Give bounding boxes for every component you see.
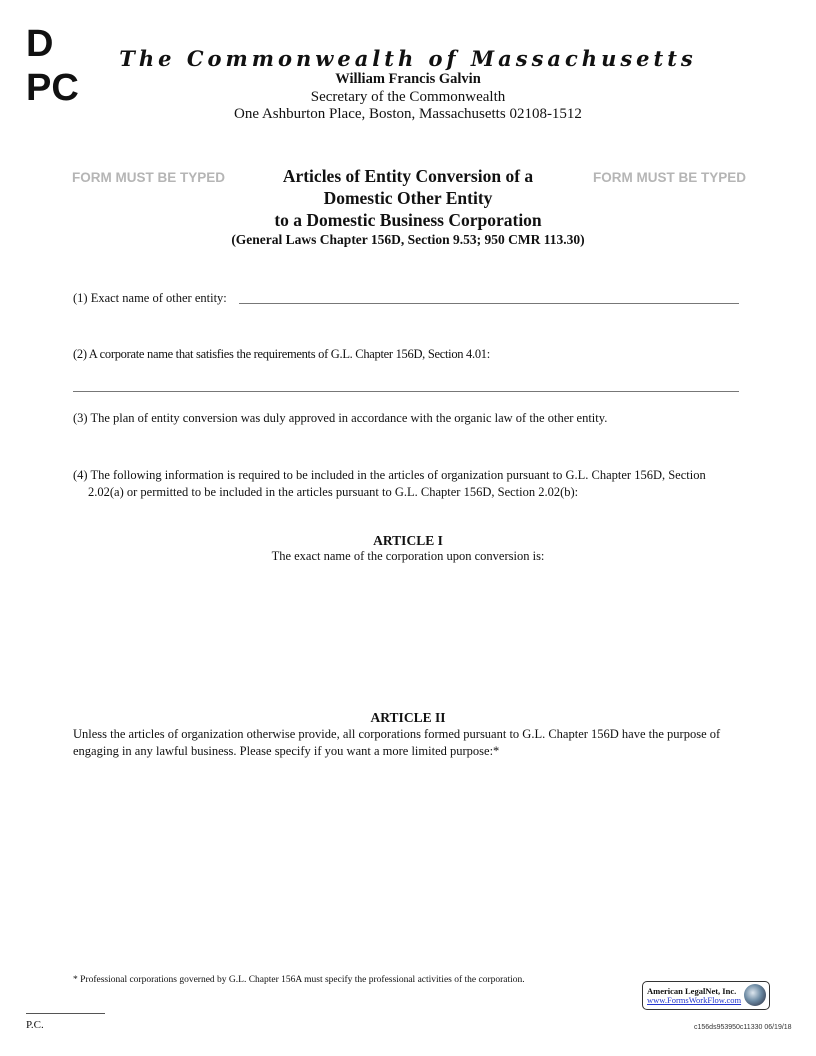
address: One Ashburton Place, Boston, Massachusetts 02108-1512 [234, 106, 582, 122]
corner-mark-d: D [26, 23, 54, 65]
article1-input-area[interactable] [73, 570, 739, 690]
secretary-title: Secretary of the Commonwealth [310, 89, 506, 105]
article1-text: The exact name of the corporation upon conversion is: [271, 549, 545, 563]
corner-mark-pc: PC [26, 67, 79, 109]
globe-logo-icon [744, 984, 766, 1006]
other-entity-name-field[interactable] [239, 303, 739, 304]
secretary-name: William Francis Galvin [335, 71, 481, 87]
item1-label: (1) Exact name of other entity: [73, 291, 227, 305]
badge-name: American LegalNet, Inc. [647, 986, 737, 996]
form-code: c156ds953950c11330 06/19/18 [694, 1024, 792, 1031]
item4-line1: (4) The following information is required to be included in the articles of organization pursuant to G.L. Chapter 156D, Section [73, 468, 706, 482]
american-legalnet-badge[interactable] [642, 981, 770, 1010]
article2-heading: ARTICLE II [370, 710, 446, 725]
form-citation: (General Laws Chapter 156D, Section 9.53; 950 CMR 113.30) [231, 232, 585, 247]
item3-text: (3) The plan of entity conversion was duly approved in accordance with the organic law of the other entity. [73, 411, 608, 425]
form-must-be-typed-left: FORM MUST BE TYPED [72, 170, 226, 185]
item2-label: (2) A corporate name that satisfies the requirements of G.L. Chapter 156D, Section 4.01: [73, 347, 490, 361]
form-title-line2: Domestic Other Entity [323, 188, 493, 208]
form-title-line1: Articles of Entity Conversion of a [282, 166, 534, 186]
footnote: * Professional corporations governed by G.L. Chapter 156A must specify the professional activities of the corporation. [73, 975, 525, 985]
form-must-be-typed-right: FORM MUST BE TYPED [593, 170, 747, 185]
commonwealth-title: The Commonwealth of Massachusetts [119, 46, 697, 71]
corporate-name-field[interactable] [73, 391, 739, 392]
article2-input-area[interactable] [73, 765, 739, 955]
form-title-line3: to a Domestic Business Corporation [274, 210, 542, 230]
article2-line2: engaging in any lawful business. Please specify if you want a more limited purpose:* [73, 744, 500, 758]
article2-line1: Unless the articles of organization otherwise provide, all corporations formed pursuant to G.L. Chapter 156D have the purpose of [73, 727, 721, 741]
pc-label: P.C. [26, 1019, 44, 1031]
item4-line2: 2.02(a) or permitted to be included in the articles pursuant to G.L. Chapter 156D, Section 2.02(b): [88, 485, 579, 499]
article1-heading: ARTICLE I [373, 533, 443, 548]
pc-divider [26, 1013, 105, 1014]
badge-url[interactable]: www.FormsWorkFlow.com [647, 995, 742, 1005]
